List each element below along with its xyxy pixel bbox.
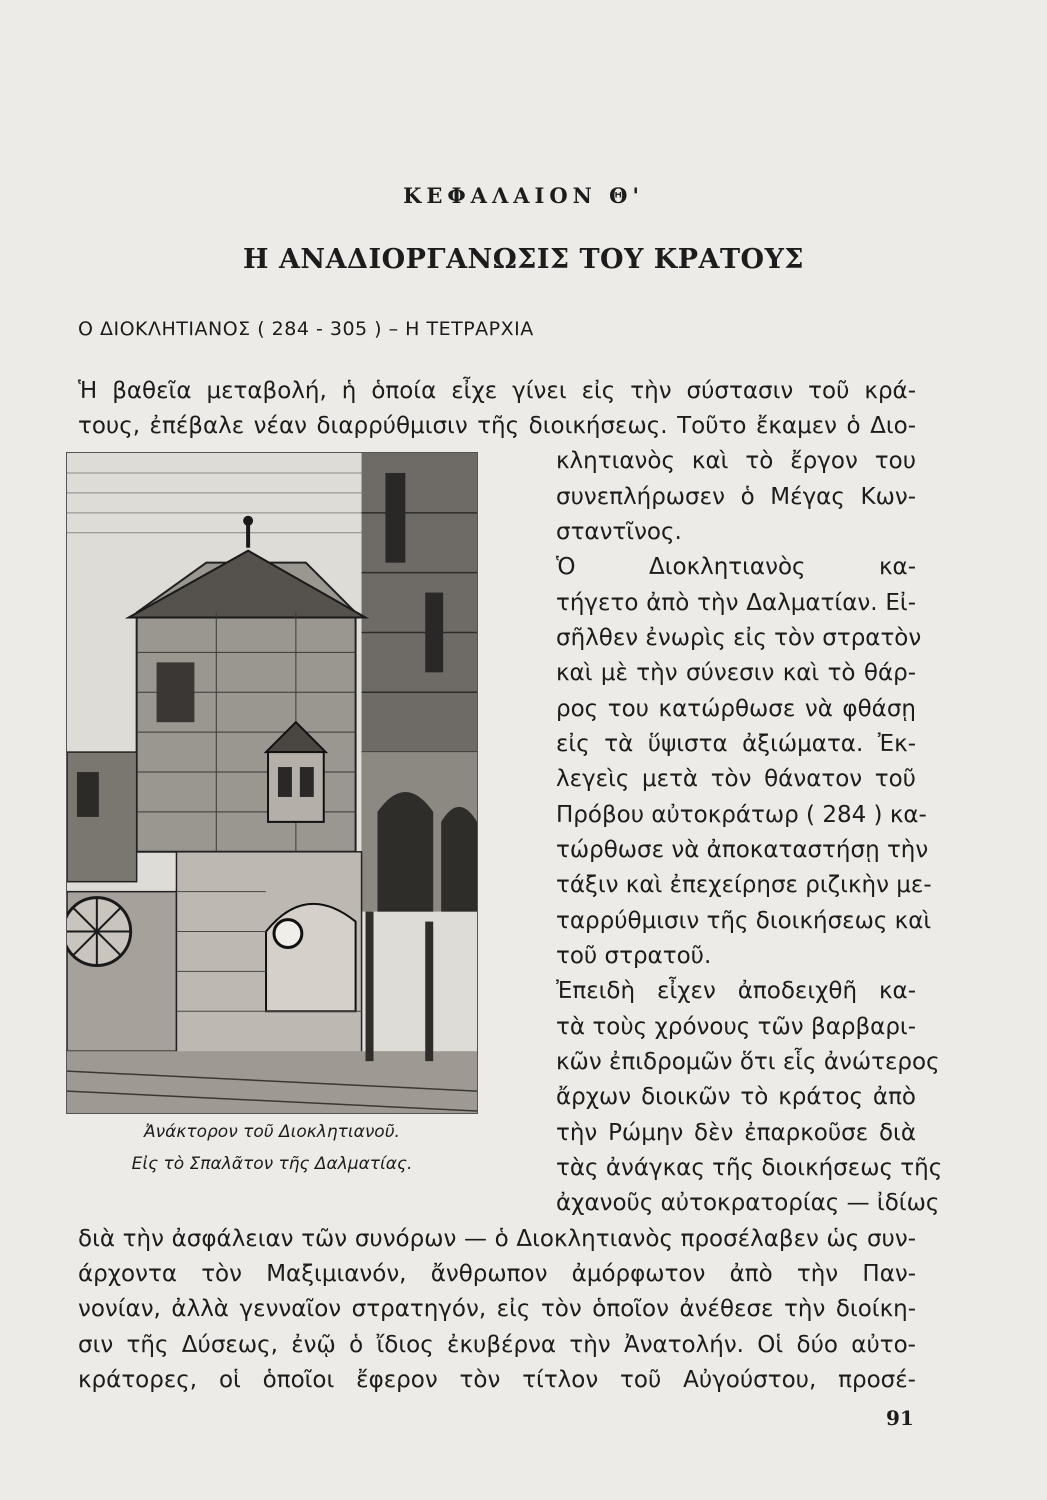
text-line: κλητιανὸς καὶ τὸ ἔργον του bbox=[556, 448, 916, 474]
text-line: σῆλθεν ἐνωρὶς εἰς τὸν στρατὸν bbox=[556, 625, 922, 651]
palace-engraving bbox=[67, 453, 477, 1113]
text-line: καὶ μὲ τὴν σύνεσιν καὶ τὸ θάρ- bbox=[556, 660, 916, 686]
text-line: σταντῖνος. bbox=[556, 519, 682, 545]
figure-caption-title: Ἀνάκτορον τοῦ Διοκλητιανοῦ. bbox=[144, 1122, 400, 1142]
section-heading: Ο ΔΙΟΚΛΗΤΙΑΝΟΣ ( 284 - 305 ) – Η ΤΕΤΡΑΡΧΙΑ bbox=[78, 318, 534, 340]
text-line: κῶν ἐπιδρομῶν ὅτι εἷς ἀνώτερος bbox=[556, 1049, 940, 1075]
text-line: άρχοντα τὸν Μαξιμιανόν, ἄνθρωπον ἀμόρφωτον ἀπὸ τὴν Παν- bbox=[78, 1261, 916, 1287]
text-line: τὰς ἀνάγκας τῆς διοικήσεως τῆς bbox=[556, 1155, 943, 1181]
text-line: συνεπλήρωσεν ὁ Μέγας Κων- bbox=[556, 484, 916, 510]
text-line: Ἡ βαθεῖα μεταβολή, ἡ ὁποία εἶχε γίνει εἰς τὴν σύστασιν τοῦ κρά- bbox=[78, 378, 916, 404]
text-line: κράτορες, οἱ ὁποῖοι ἔφερον τὸν τίτλον τοῦ Αὐγούστου, προσέ- bbox=[78, 1367, 916, 1393]
text-line: νονίαν, ἀλλὰ γενναῖον στρατηγόν, εἰς τὸν ὁποῖον ἀνέθεσε τὴν διοίκη- bbox=[78, 1296, 916, 1322]
text-line: σιν τῆς Δύσεως, ἐνῷ ὁ ἴδιος ἐκυβέρνα τὴν Ἀνατολήν. Οἱ δύο αὐτο- bbox=[78, 1332, 916, 1358]
palace-illustration bbox=[66, 452, 478, 1114]
text-line: τώρθωσε νὰ ἀποκαταστήσῃ τὴν bbox=[556, 837, 929, 863]
text-line: Πρόβου αὐτοκράτωρ ( 284 ) κα- bbox=[556, 802, 927, 828]
page-number: 91 bbox=[886, 1406, 914, 1430]
text-line: τὴν Ρώμην δὲν ἐπαρκοῦσε διὰ bbox=[556, 1120, 916, 1146]
text-line: ἄρχων διοικῶν τὸ κράτος ἀπὸ bbox=[556, 1084, 916, 1110]
text-line: ρος του κατώρθωσε νὰ φθάσῃ bbox=[556, 696, 916, 722]
text-line: τους, ἐπέβαλε νέαν διαρρύθμισιν τῆς διοικήσεως. Τοῦτο ἔκαμεν ὁ Διο- bbox=[78, 413, 916, 439]
chapter-heading: ΚΕΦΑΛΑΙΟΝ Θ' bbox=[403, 183, 644, 208]
figure-caption-location: Εἰς τὸ Σπαλᾶτον τῆς Δαλματίας. bbox=[131, 1154, 413, 1174]
text-line: λεγεὶς μετὰ τὸν θάνατον τοῦ bbox=[556, 766, 916, 792]
text-line: Ὁ Διοκλητιανὸς κα- bbox=[556, 554, 916, 580]
text-line: τήγετο ἀπὸ τὴν Δαλματίαν. Εἰ- bbox=[556, 590, 916, 616]
text-line: ταρρύθμισιν τῆς διοικήσεως καὶ bbox=[556, 908, 932, 934]
text-line: ἀχανοῦς αὐτοκρατορίας — ἰδίως bbox=[556, 1190, 940, 1216]
text-line: Ἐπειδὴ εἶχεν ἀποδειχθῆ κα- bbox=[556, 978, 916, 1004]
text-line: τοῦ στρατοῦ. bbox=[556, 943, 712, 969]
text-line: διὰ τὴν ἀσφάλειαν τῶν συνόρων — ὁ Διοκλητιανὸς προσέλαβεν ὡς συν- bbox=[78, 1226, 916, 1252]
text-line: τάξιν καὶ ἐπεχείρησε ριζικὴν με- bbox=[556, 872, 932, 898]
chapter-title: Η ΑΝΑΔΙΟΡΓΑΝΩΣΙΣ ΤΟΥ ΚΡΑΤΟΥΣ bbox=[243, 244, 804, 275]
text-line: εἰς τὰ ὕψιστα ἀξιώματα. Ἐκ- bbox=[556, 731, 916, 757]
text-line: τὰ τοὺς χρόνους τῶν βαρβαρι- bbox=[556, 1014, 916, 1040]
